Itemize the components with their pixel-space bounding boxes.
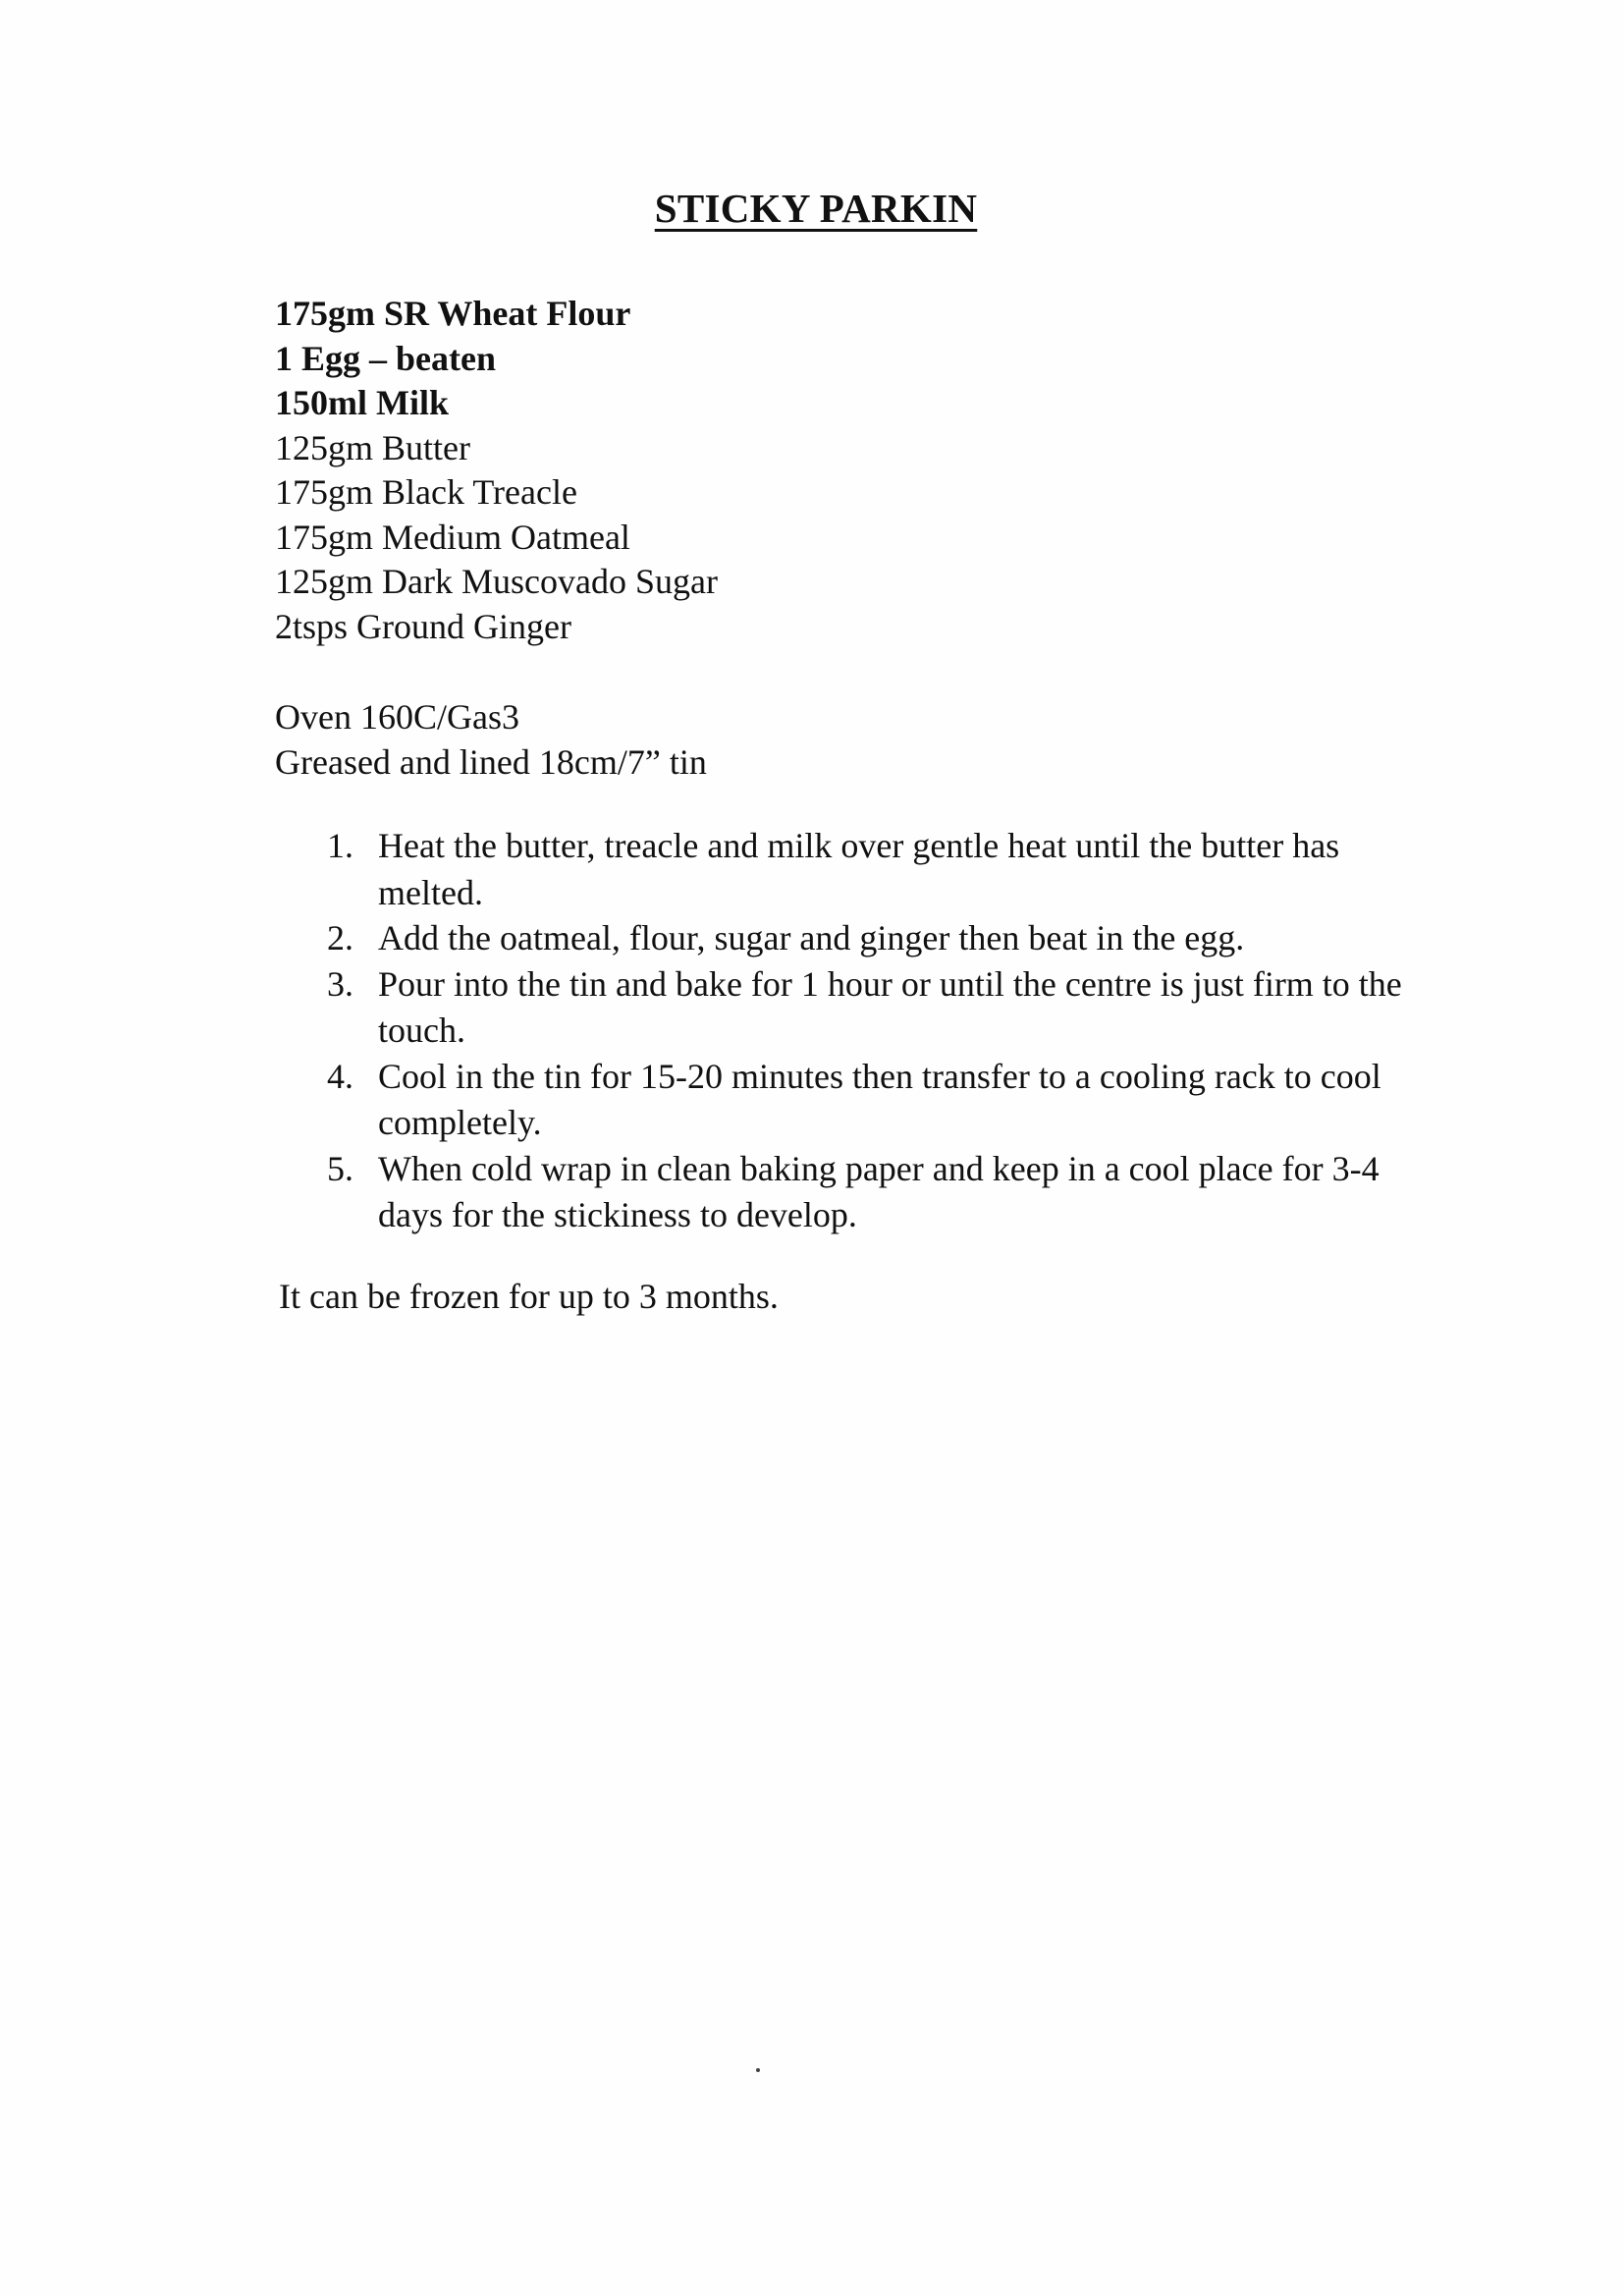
step-number: 1. [327, 826, 353, 865]
tin-preparation: Greased and lined 18cm/7” tin [275, 742, 707, 782]
freezing-note: It can be frozen for up to 3 months. [279, 1277, 779, 1316]
step-number: 5. [327, 1148, 353, 1188]
step-text: Heat the butter, treacle and milk over gentle heat until the butter has melted. [378, 826, 1340, 912]
oven-temperature: Oven 160C/Gas3 [275, 697, 519, 737]
method-step [319, 915, 1438, 962]
ingredient-item: 1 Egg – beaten [275, 338, 496, 378]
step-number: 4. [327, 1056, 353, 1096]
ingredient-item: 125gm Butter [275, 427, 470, 467]
method-step [319, 961, 1438, 1055]
method-step [319, 1054, 1438, 1147]
method-step [319, 823, 1438, 916]
scan-speck [756, 2068, 760, 2072]
step-text: Cool in the tin for 15-20 minutes then transfer to a cooling rack to cool completely. [378, 1056, 1381, 1142]
recipe-title-text: STICKY PARKIN [654, 186, 978, 231]
method-steps [319, 823, 1438, 1238]
recipe-title [0, 185, 1624, 232]
ingredient-item: 175gm Medium Oatmeal [275, 517, 630, 557]
ingredient-list [275, 292, 718, 649]
oven-settings [275, 694, 707, 785]
step-number: 2. [327, 918, 353, 957]
step-number: 3. [327, 963, 353, 1004]
ingredient-item: 175gm Black Treacle [275, 472, 577, 512]
step-text: Add the oatmeal, flour, sugar and ginger then beat in the egg. [378, 918, 1245, 957]
ingredient-item: 2tsps Ground Ginger [275, 606, 571, 646]
ingredient-item: 175gm SR Wheat Flour [275, 294, 631, 333]
step-text: When cold wrap in clean baking paper and keep in a cool place for 3-4 days for the stickiness to develop. [378, 1148, 1380, 1234]
ingredient-item: 150ml Milk [275, 383, 449, 422]
ingredient-item: 125gm Dark Muscovado Sugar [275, 562, 718, 601]
step-text: Pour into the tin and bake for 1 hour or until the centre is just firm to the touch. [378, 963, 1402, 1050]
method-step [319, 1146, 1438, 1239]
